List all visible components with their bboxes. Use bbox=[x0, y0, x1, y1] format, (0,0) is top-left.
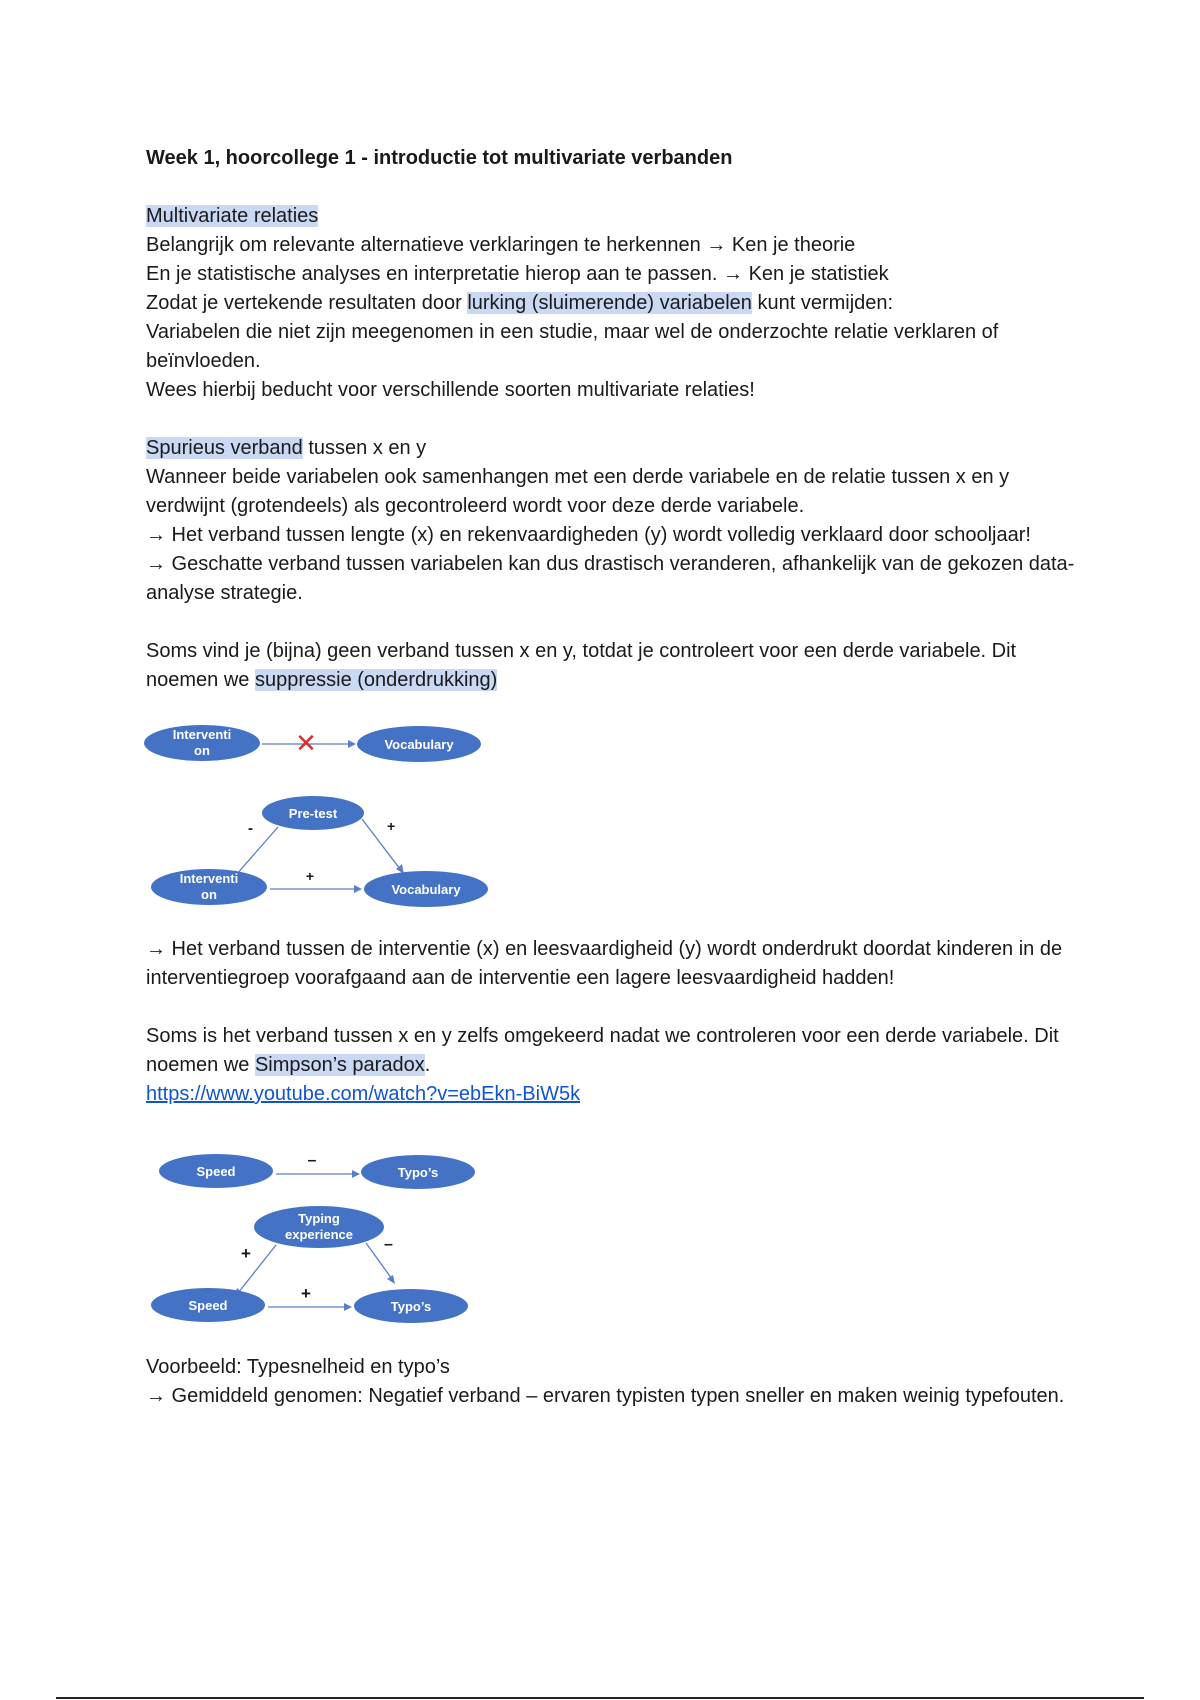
paragraph-line: Soms is het verband tussen x en y zelfs omgekeerd nadat we controleren voor een derde variabele. Dit noemen we Simpson’s paradox. bbox=[146, 1025, 1059, 1076]
paragraph-line: Belangrijk om relevante alternatieve verklaringen te herkennen → Ken je theorie bbox=[146, 234, 856, 256]
highlighted-term: suppressie (onderdrukking) bbox=[254, 669, 498, 691]
node-label: Interventi bbox=[172, 727, 232, 742]
section-heading: Multivariate relaties bbox=[146, 205, 319, 227]
paragraph-line: → Geschatte verband tussen variabelen kan dus drastisch veranderen, afhankelijk van de gekozen data- analyse strategie. bbox=[146, 553, 1075, 604]
page-title: Week 1, hoorcollege 1 - introductie tot multivariate verbanden bbox=[146, 147, 733, 169]
node-label: on bbox=[194, 743, 210, 758]
sign-label: – bbox=[384, 1236, 393, 1253]
node-label: Typo’s bbox=[390, 1299, 432, 1314]
node-label: Speed bbox=[196, 1164, 236, 1179]
node-label: Typo’s bbox=[397, 1165, 439, 1180]
paragraph-line: → Het verband tussen lengte (x) en rekenvaardigheden (y) wordt volledig verklaard door schooljaar! bbox=[146, 524, 1031, 546]
highlighted-term: Simpson’s paradox bbox=[254, 1054, 425, 1076]
section-spurious bbox=[146, 434, 1076, 608]
paragraph-line: Wanneer beide variabelen ook samenhangen met een derde variabele en de relatie tussen x en y verdwijnt (grotendeels) als gecontroleerd wordt voor deze derde variabele. bbox=[146, 466, 1010, 517]
paragraph-line: Wees hierbij beducht voor verschillende soorten multivariate relaties! bbox=[146, 379, 755, 401]
sign-label: – bbox=[307, 1152, 317, 1169]
section-heading-line: Spurieus verband tussen x en y bbox=[146, 437, 427, 459]
sign-label: + bbox=[241, 1244, 251, 1263]
section-simpson bbox=[146, 1022, 1076, 1411]
section-multivariate bbox=[146, 202, 1076, 405]
paragraph-line: Voorbeeld: Typesnelheid en typo’s bbox=[146, 1356, 450, 1378]
highlighted-term: lurking (sluimerende) variabelen bbox=[467, 292, 752, 314]
page-bottom-rule bbox=[56, 1697, 1144, 1699]
youtube-link[interactable]: https://www.youtube.com/watch?v=ebEkn-BiW5k bbox=[146, 1083, 581, 1105]
sign-label: + bbox=[387, 818, 396, 834]
document-page bbox=[146, 144, 1076, 1411]
paragraph-line: En je statistische analyses en interpretatie hierop aan te passen. → Ken je statistiek bbox=[146, 263, 889, 285]
cross-icon: ✕ bbox=[295, 729, 317, 759]
node-label: Typing bbox=[298, 1211, 340, 1226]
node-label: experience bbox=[285, 1227, 353, 1242]
node-label: Speed bbox=[188, 1298, 228, 1313]
node-label: Vocabulary bbox=[391, 882, 461, 897]
suppression-diagram bbox=[140, 713, 500, 913]
sign-label: + bbox=[305, 868, 315, 884]
sign-label: - bbox=[248, 820, 253, 837]
node-label: on bbox=[201, 887, 217, 902]
node-label: Interventi bbox=[179, 871, 239, 886]
paragraph-line: Soms vind je (bijna) geen verband tussen x en y, totdat je controleert voor een derde variabele. Dit noemen we suppressie (onderdrukking) bbox=[146, 640, 1017, 691]
paragraph-line: Zodat je vertekende resultaten door lurking (sluimerende) variabelen kunt vermijden: bbox=[146, 292, 894, 314]
paragraph-line: → Gemiddeld genomen: Negatief verband – ervaren typisten typen sneller en maken weinig typefouten. bbox=[146, 1385, 1065, 1407]
simpson-diagram bbox=[140, 1133, 500, 1333]
section-suppression bbox=[146, 637, 1076, 993]
node-label: Pre-test bbox=[288, 806, 338, 821]
paragraph-line: Variabelen die niet zijn meegenomen in een studie, maar wel de onderzochte relatie verklaren of beïnvloeden. bbox=[146, 321, 999, 372]
section-heading: Spurieus verband bbox=[146, 437, 303, 459]
node-label: Vocabulary bbox=[384, 737, 454, 752]
sign-label: + bbox=[301, 1284, 311, 1303]
paragraph-line: → Het verband tussen de interventie (x) en leesvaardigheid (y) wordt onderdrukt doordat kinderen in de interventiegroep voorafgaand aan de interventie een lagere leesvaardigheid hadden! bbox=[146, 938, 1063, 989]
